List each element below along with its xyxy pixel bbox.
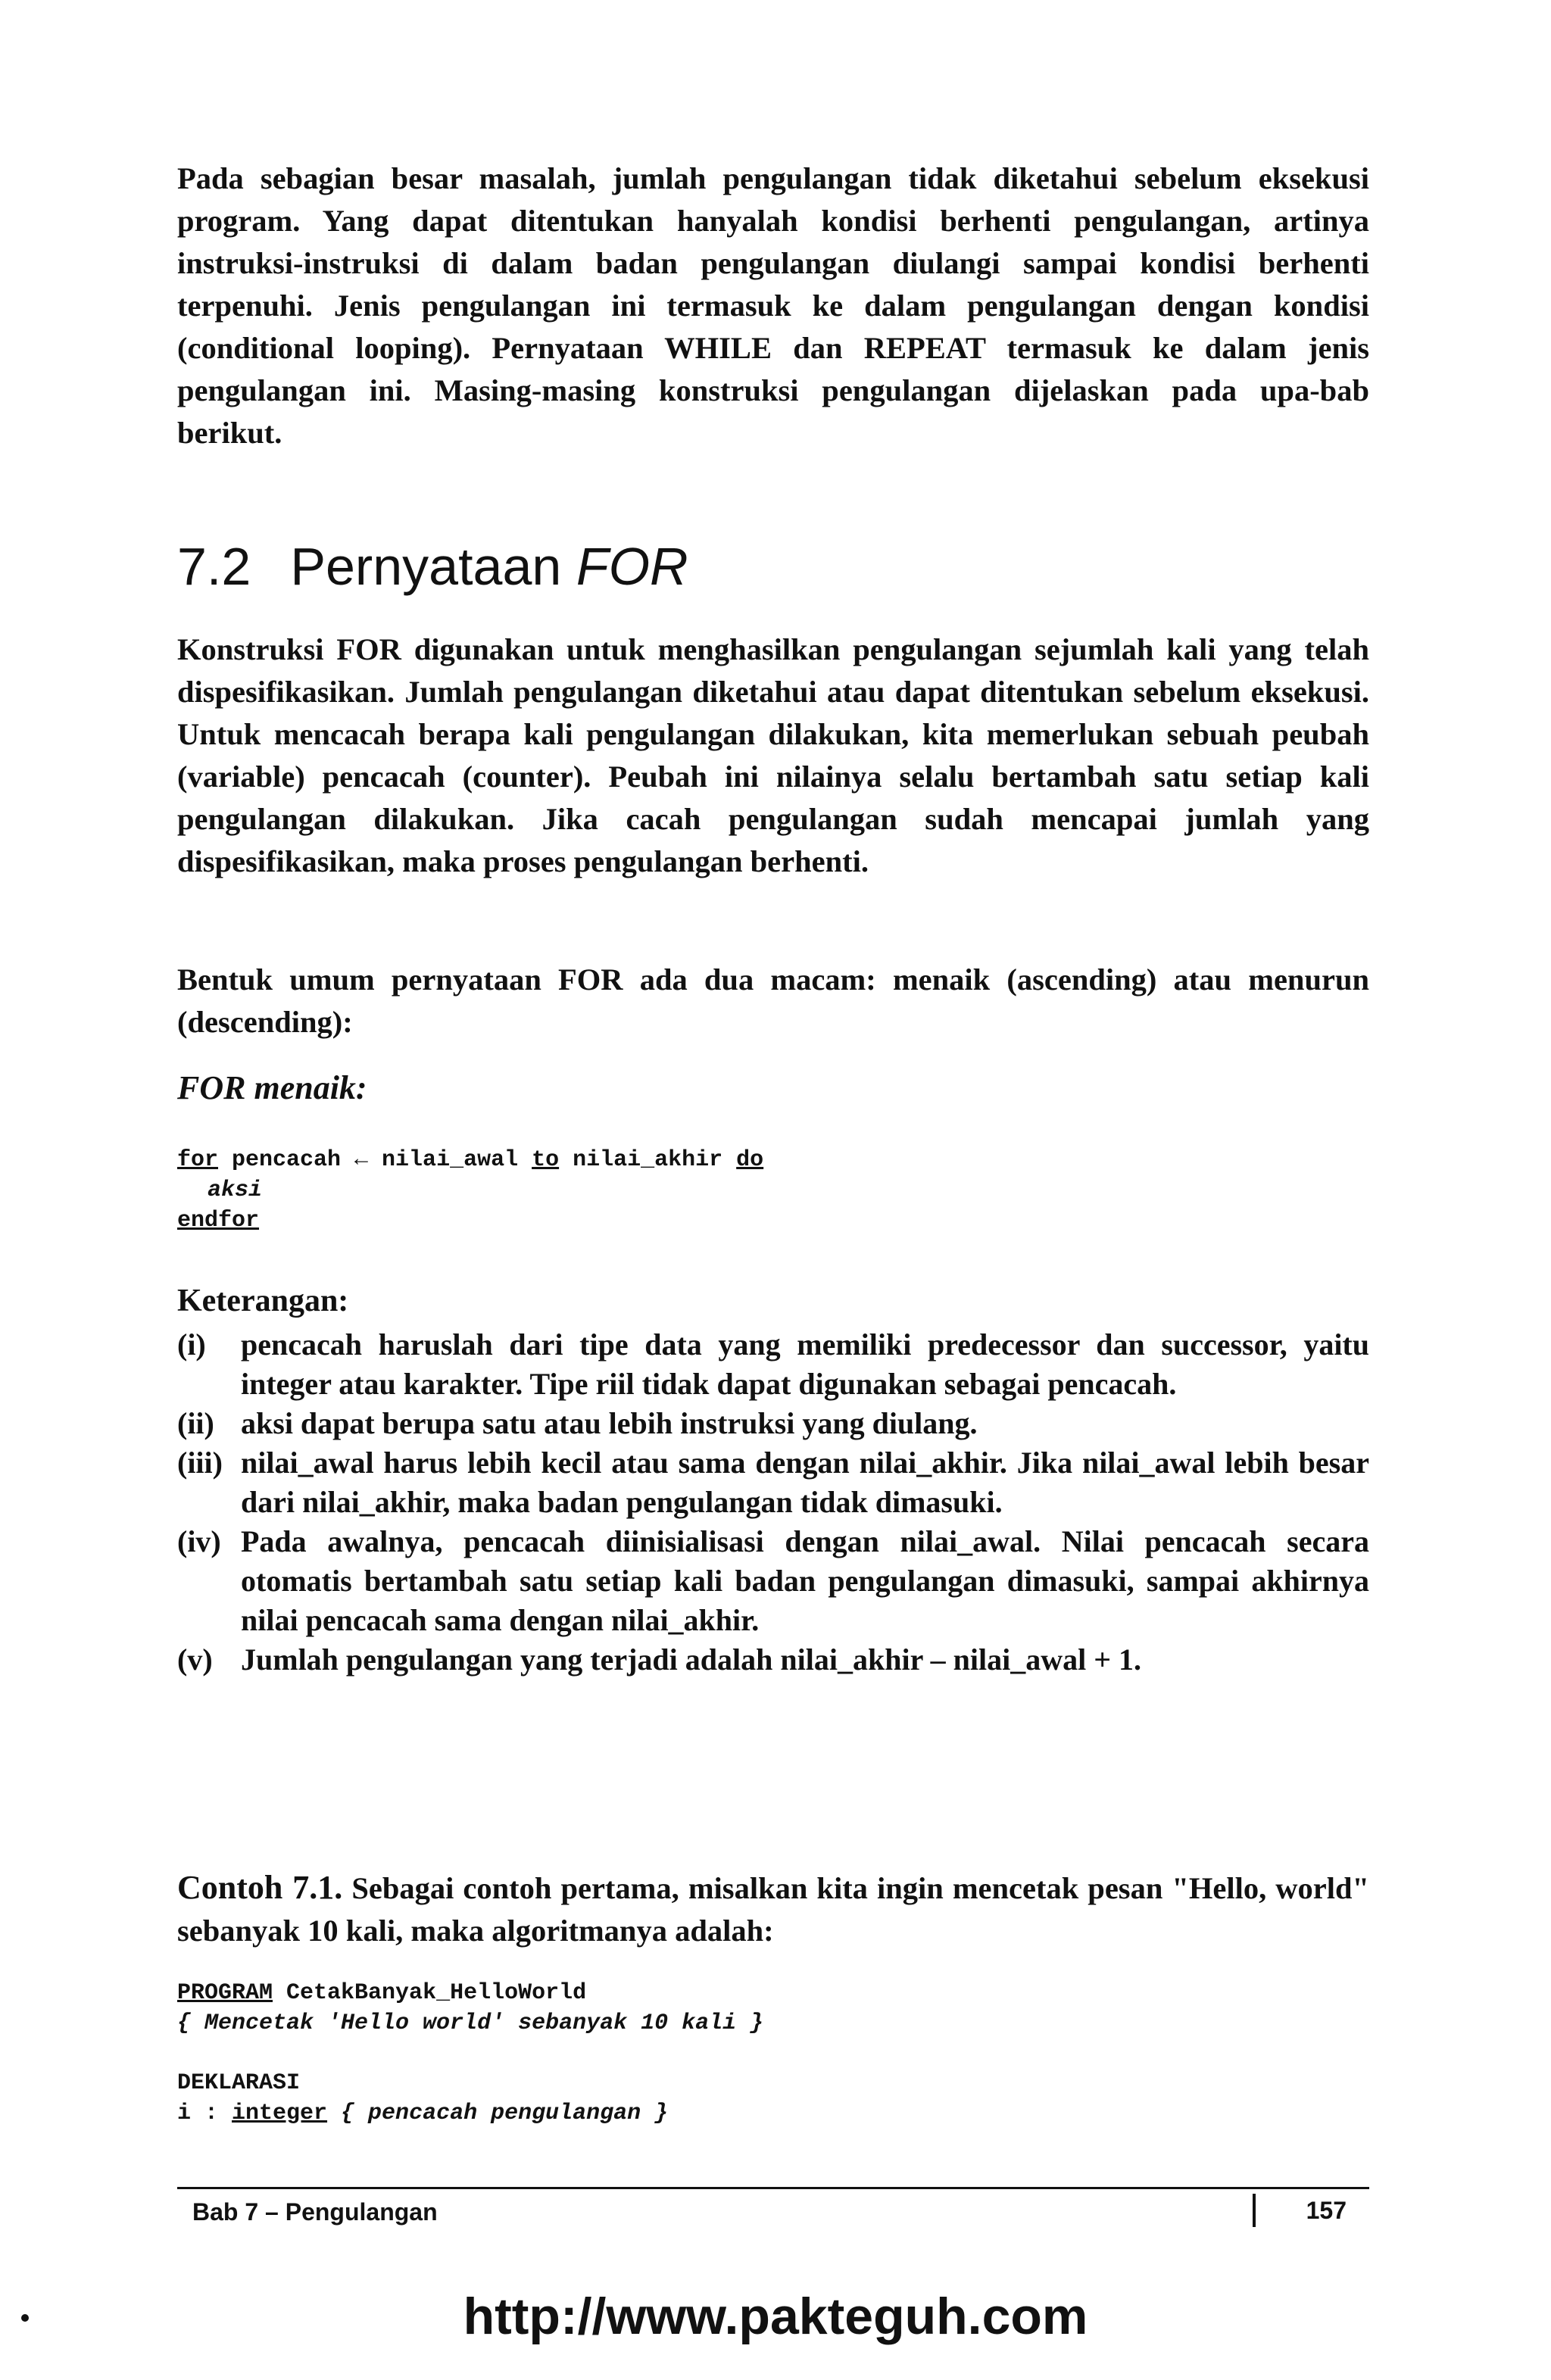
page-number: 157 [1306,2197,1347,2224]
website-url: http://www.pakteguh.com [463,2288,1088,2345]
code-text: pencacah ← nilai_awal [218,1147,532,1173]
footer-divider [1253,2194,1256,2227]
bullet-mark [21,2314,29,2322]
for-description-paragraph: Konstruksi FOR digunakan untuk menghasilkan pengulangan sejumlah kali yang telah dispesifikasikan. Jumlah pengulangan diketahui atau dapat ditentukan sebelum eksekusi. Untuk mencacah berapa kali pengulangan dilakukan, kita memerlukan sebuah peubah (variable) pencacah (counter). Peubah ini nilainya selalu bertambah satu setiap kali pengulangan dilakukan. Jika cacah pengulangan sudah mencapai jumlah yang dispesifikasikan, maka proses pengulangan berhenti. [177,632,1369,878]
section-title-keyword: FOR [576,537,688,596]
example-label: Contoh 7.1. [177,1869,343,1906]
section-heading [177,532,688,600]
note-marker: (ii) [177,1406,214,1440]
note-marker: (i) [177,1327,206,1362]
program-code-block [177,1978,763,2038]
note-item [177,1325,1369,1404]
for-code-block [177,1145,763,1236]
code-keyword-program: PROGRAM [177,1980,273,2006]
for-ascending-label: FOR menaik: [177,1069,367,1106]
note-text: aksi dapat berupa satu atau lebih instruksi yang diulang. [241,1406,978,1440]
example-text: Sebagai contoh pertama, misalkan kita ingin mencetak pesan "Hello, world" sebanyak 10 kali, maka algoritmanya adalah: [177,1871,1369,1948]
code-keyword-endfor: endfor [177,1208,260,1234]
notes-list [177,1325,1369,1680]
section-number: 7.2 [177,537,251,596]
section-title: Pernyataan [290,537,562,596]
code-program-name: CetakBanyak_HelloWorld [273,1980,587,2006]
note-marker: (iii) [177,1446,223,1480]
note-item [177,1443,1369,1522]
note-text: nilai_awal harus lebih kecil atau sama dengan nilai_akhir. Jika nilai_awal lebih besar dari nilai_akhir, maka badan pengulangan tidak dimasuki. [241,1446,1369,1519]
example-paragraph [177,1867,1369,1952]
note-text: Pada awalnya, pencacah diinisialisasi dengan nilai_awal. Nilai pencacah secara otomatis bertambah satu setiap kali badan pengulangan dimasuki, sampai akhirnya nilai pencacah sama dengan nilai_akhir. [241,1524,1369,1637]
note-item [177,1640,1369,1680]
note-item [177,1404,1369,1443]
code-keyword-do: do [736,1147,764,1173]
code-variable: i : [177,2101,232,2126]
page-footer [177,2187,1369,2235]
code-comment: { Mencetak 'Hello world' sebanyak 10 kali } [177,2010,764,2036]
for-forms-paragraph: Bentuk umum pernyataan FOR ada dua macam: menaik (ascending) atau menurun (descending): [177,962,1369,1039]
code-keyword-for: for [177,1147,219,1173]
note-text: Jumlah pengulangan yang terjadi adalah nilai_akhir – nilai_awal + 1. [241,1642,1141,1677]
intro-paragraph: Pada sebagian besar masalah, jumlah pengulangan tidak diketahui sebelum eksekusi program. Yang dapat ditentukan hanyalah kondisi berhenti pengulangan, artinya instruksi-instruksi di dalam badan pengulangan diulangi sampai kondisi berhenti terpenuhi. Jenis pengulangan ini termasuk ke dalam pengulangan dengan kondisi (conditional looping). Pernyataan WHILE dan REPEAT termasuk ke dalam jenis pengulangan ini. Masing-masing konstruksi pengulangan dijelaskan pada upa-bab berikut. [177,161,1369,450]
footer-chapter: Bab 7 – Pengulangan [192,2198,438,2226]
note-item [177,1522,1369,1640]
code-keyword-declaration: DEKLARASI [177,2070,301,2096]
note-text: pencacah haruslah dari tipe data yang memiliki predecessor dan successor, yaitu integer atau karakter. Tipe riil tidak dapat digunakan sebagai pencacah. [241,1327,1369,1401]
declaration-code-block [177,2068,668,2129]
note-marker: (iv) [177,1524,221,1558]
code-action: aksi [208,1178,263,1203]
notes-heading: Keterangan: [177,1284,349,1318]
code-comment: { pencacah pengulangan } [327,2101,669,2126]
code-keyword-integer: integer [232,2101,328,2126]
note-marker: (v) [177,1642,213,1677]
code-text: nilai_akhir [559,1147,737,1173]
code-keyword-to: to [532,1147,560,1173]
